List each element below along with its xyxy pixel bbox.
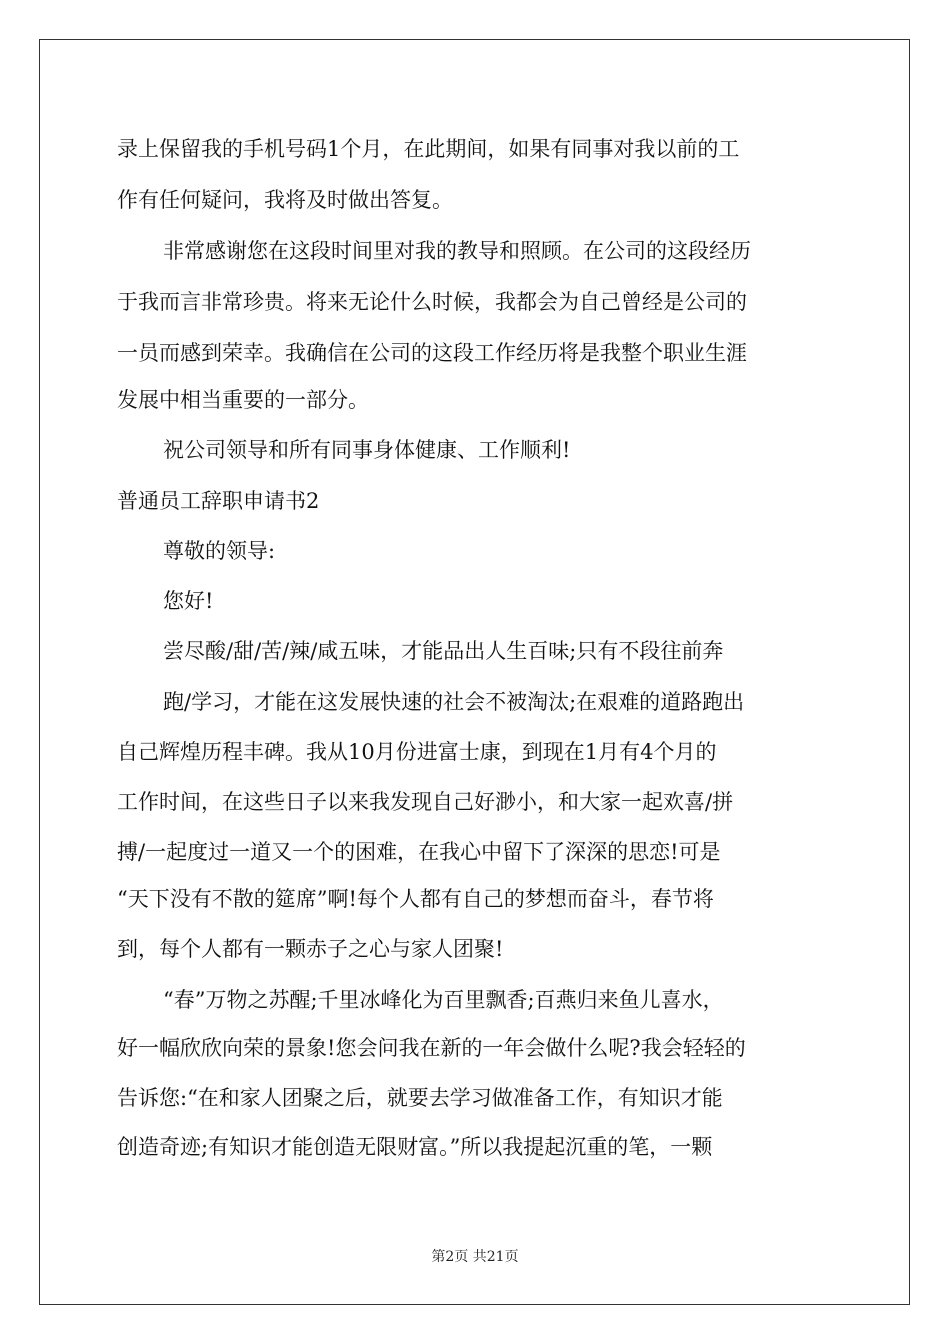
text-line-content: 于我而言非常珍贵。将来无论什么时候，我都会为自己曾经是公司的 — [117, 290, 747, 314]
page-number-footer: 第2页 共21页 — [431, 1249, 519, 1265]
text-line-content: 非常感谢您在这段时间里对我的教导和照顾。在公司的这段经历 — [163, 239, 751, 263]
text-line-content: 发展中相当重要的一部分。 — [117, 388, 369, 412]
text-line-content: 跑/学习，才能在这发展快速的社会不被淘汰;在艰难的道路跑出 — [163, 690, 745, 714]
greeting: 您好! — [163, 589, 214, 613]
text-line-content: 创造奇迹;有知识才能创造无限财富。”所以我提起沉重的笔，一颗 — [117, 1135, 713, 1159]
page-border — [39, 39, 910, 1305]
text-line-content: “天下没有不散的筵席”啊!每个人都有自己的梦想而奋斗，春节将 — [117, 887, 714, 911]
text-line-content: 尝尽酸/甜/苦/辣/咸五味，才能品出人生百味;只有不段往前奔 — [163, 639, 724, 663]
text-line-content: 工作时间，在这些日子以来我发现自己好渺小，和大家一起欢喜/拼 — [117, 790, 734, 814]
salutation: 尊敬的领导: — [163, 539, 276, 563]
text-line-content: “春”万物之苏醒;千里冰峰化为百里飘香;百燕归来鱼儿喜水， — [163, 988, 724, 1012]
text-line-content: 到，每个人都有一颗赤子之心与家人团聚! — [117, 937, 504, 961]
text-line-content: 祝公司领导和所有同事身体健康、工作顺利! — [163, 438, 571, 462]
text-line-content: 好一幅欣欣向荣的景象!您会问我在新的一年会做什么呢?我会轻轻的 — [117, 1036, 746, 1060]
text-line-content: 录上保留我的手机号码1个月，在此期间，如果有同事对我以前的工 — [117, 137, 740, 161]
text-line-content: 搏/一起度过一道又一个的困难，在我心中留下了深深的思恋!可是 — [117, 840, 721, 864]
section-heading-text: 普通员工辞职申请书2 — [117, 489, 320, 513]
text-line-content: 告诉您:“在和家人团聚之后，就要去学习做准备工作，有知识才能 — [117, 1086, 723, 1110]
text-line-content: 自己辉煌历程丰碑。我从10月份进富士康，到现在1月有4个月的 — [117, 740, 717, 764]
text-line-content: 作有任何疑问，我将及时做出答复。 — [117, 188, 453, 212]
text-line-content: 一员而感到荣幸。我确信在公司的这段工作经历将是我整个职业生涯 — [117, 341, 747, 365]
